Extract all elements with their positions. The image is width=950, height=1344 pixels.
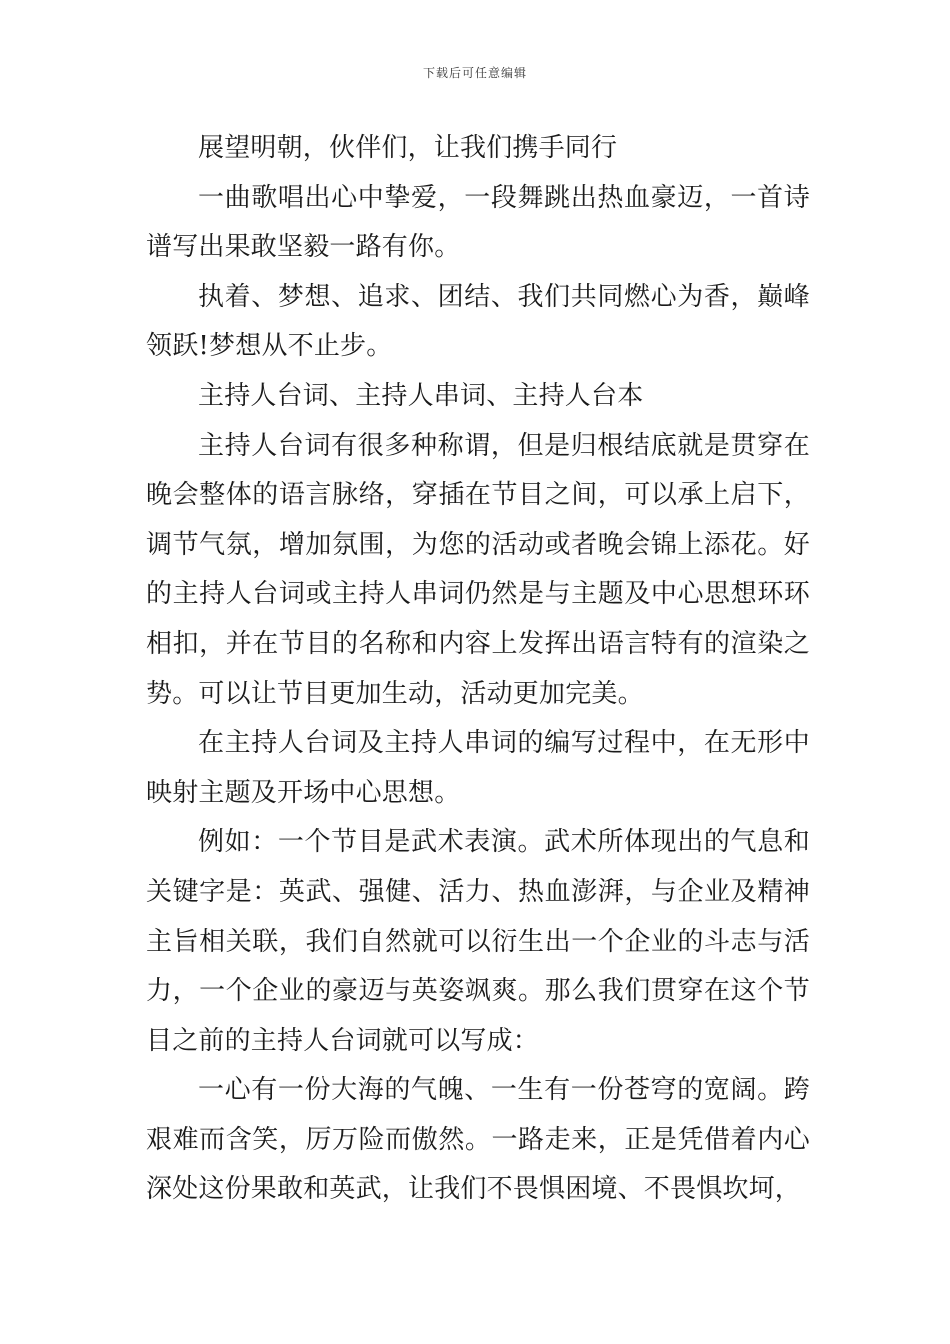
paragraph-host-script-intro: 主持人台词有很多种称谓，但是归根结底就是贯穿在晚会整体的语言脉络，穿插在节目之间，可以承上启下，调节气氛，增加氛围，为您的活动或者晚会锦上添花。好的主持人台词或主持人串词仍然是与主题及中心思想环环相扣，并在节目的名称和内容上发挥出语言特有的渲染之势。可以让节目更加生动，活动更加完美。 bbox=[146, 430, 810, 709]
paragraph-section-title: 主持人台词、主持人串词、主持人台本 bbox=[198, 380, 644, 411]
paragraph-dream-pursuit: 执着、梦想、追求、团结、我们共同燃心为香，巅峰领跃!梦想从不止步。 bbox=[146, 281, 810, 362]
paragraph-writing-process: 在主持人台词及主持人串词的编写过程中，在无形中映射主题及开场中心思想。 bbox=[146, 728, 810, 808]
page-header: 下载后可任意编辑 bbox=[422, 66, 527, 80]
paragraph-martial-arts-example: 例如：一个节目是武术表演。武术所体现出的气息和关键字是：英武、强健、活力、热血澎湃，与企业及精神主旨相关联，我们自然就可以衍生出一个企业的斗志与活力，一个企业的豪迈与英姿飒爽。那么我们贯穿在这个节目之前的主持人台词就可以写成： bbox=[146, 827, 810, 1056]
paragraph-song-dance-poem: 一曲歌唱出心中挚爱，一段舞跳出热血豪迈，一首诗谱写出果敢坚毅一路有你。 bbox=[146, 182, 810, 263]
paragraph-closing-line: 展望明朝，伙伴们，让我们携手同行 bbox=[198, 133, 618, 163]
paragraph-sample-script: 一心有一份大海的气魄、一生有一份苍穹的宽阔。跨艰难而含笑，厉万险而傲然。一路走来，正是凭借着内心深处这份果敢和英武，让我们不畏惧困境、不畏惧坎坷， bbox=[146, 1075, 810, 1205]
document-body bbox=[146, 124, 810, 1215]
